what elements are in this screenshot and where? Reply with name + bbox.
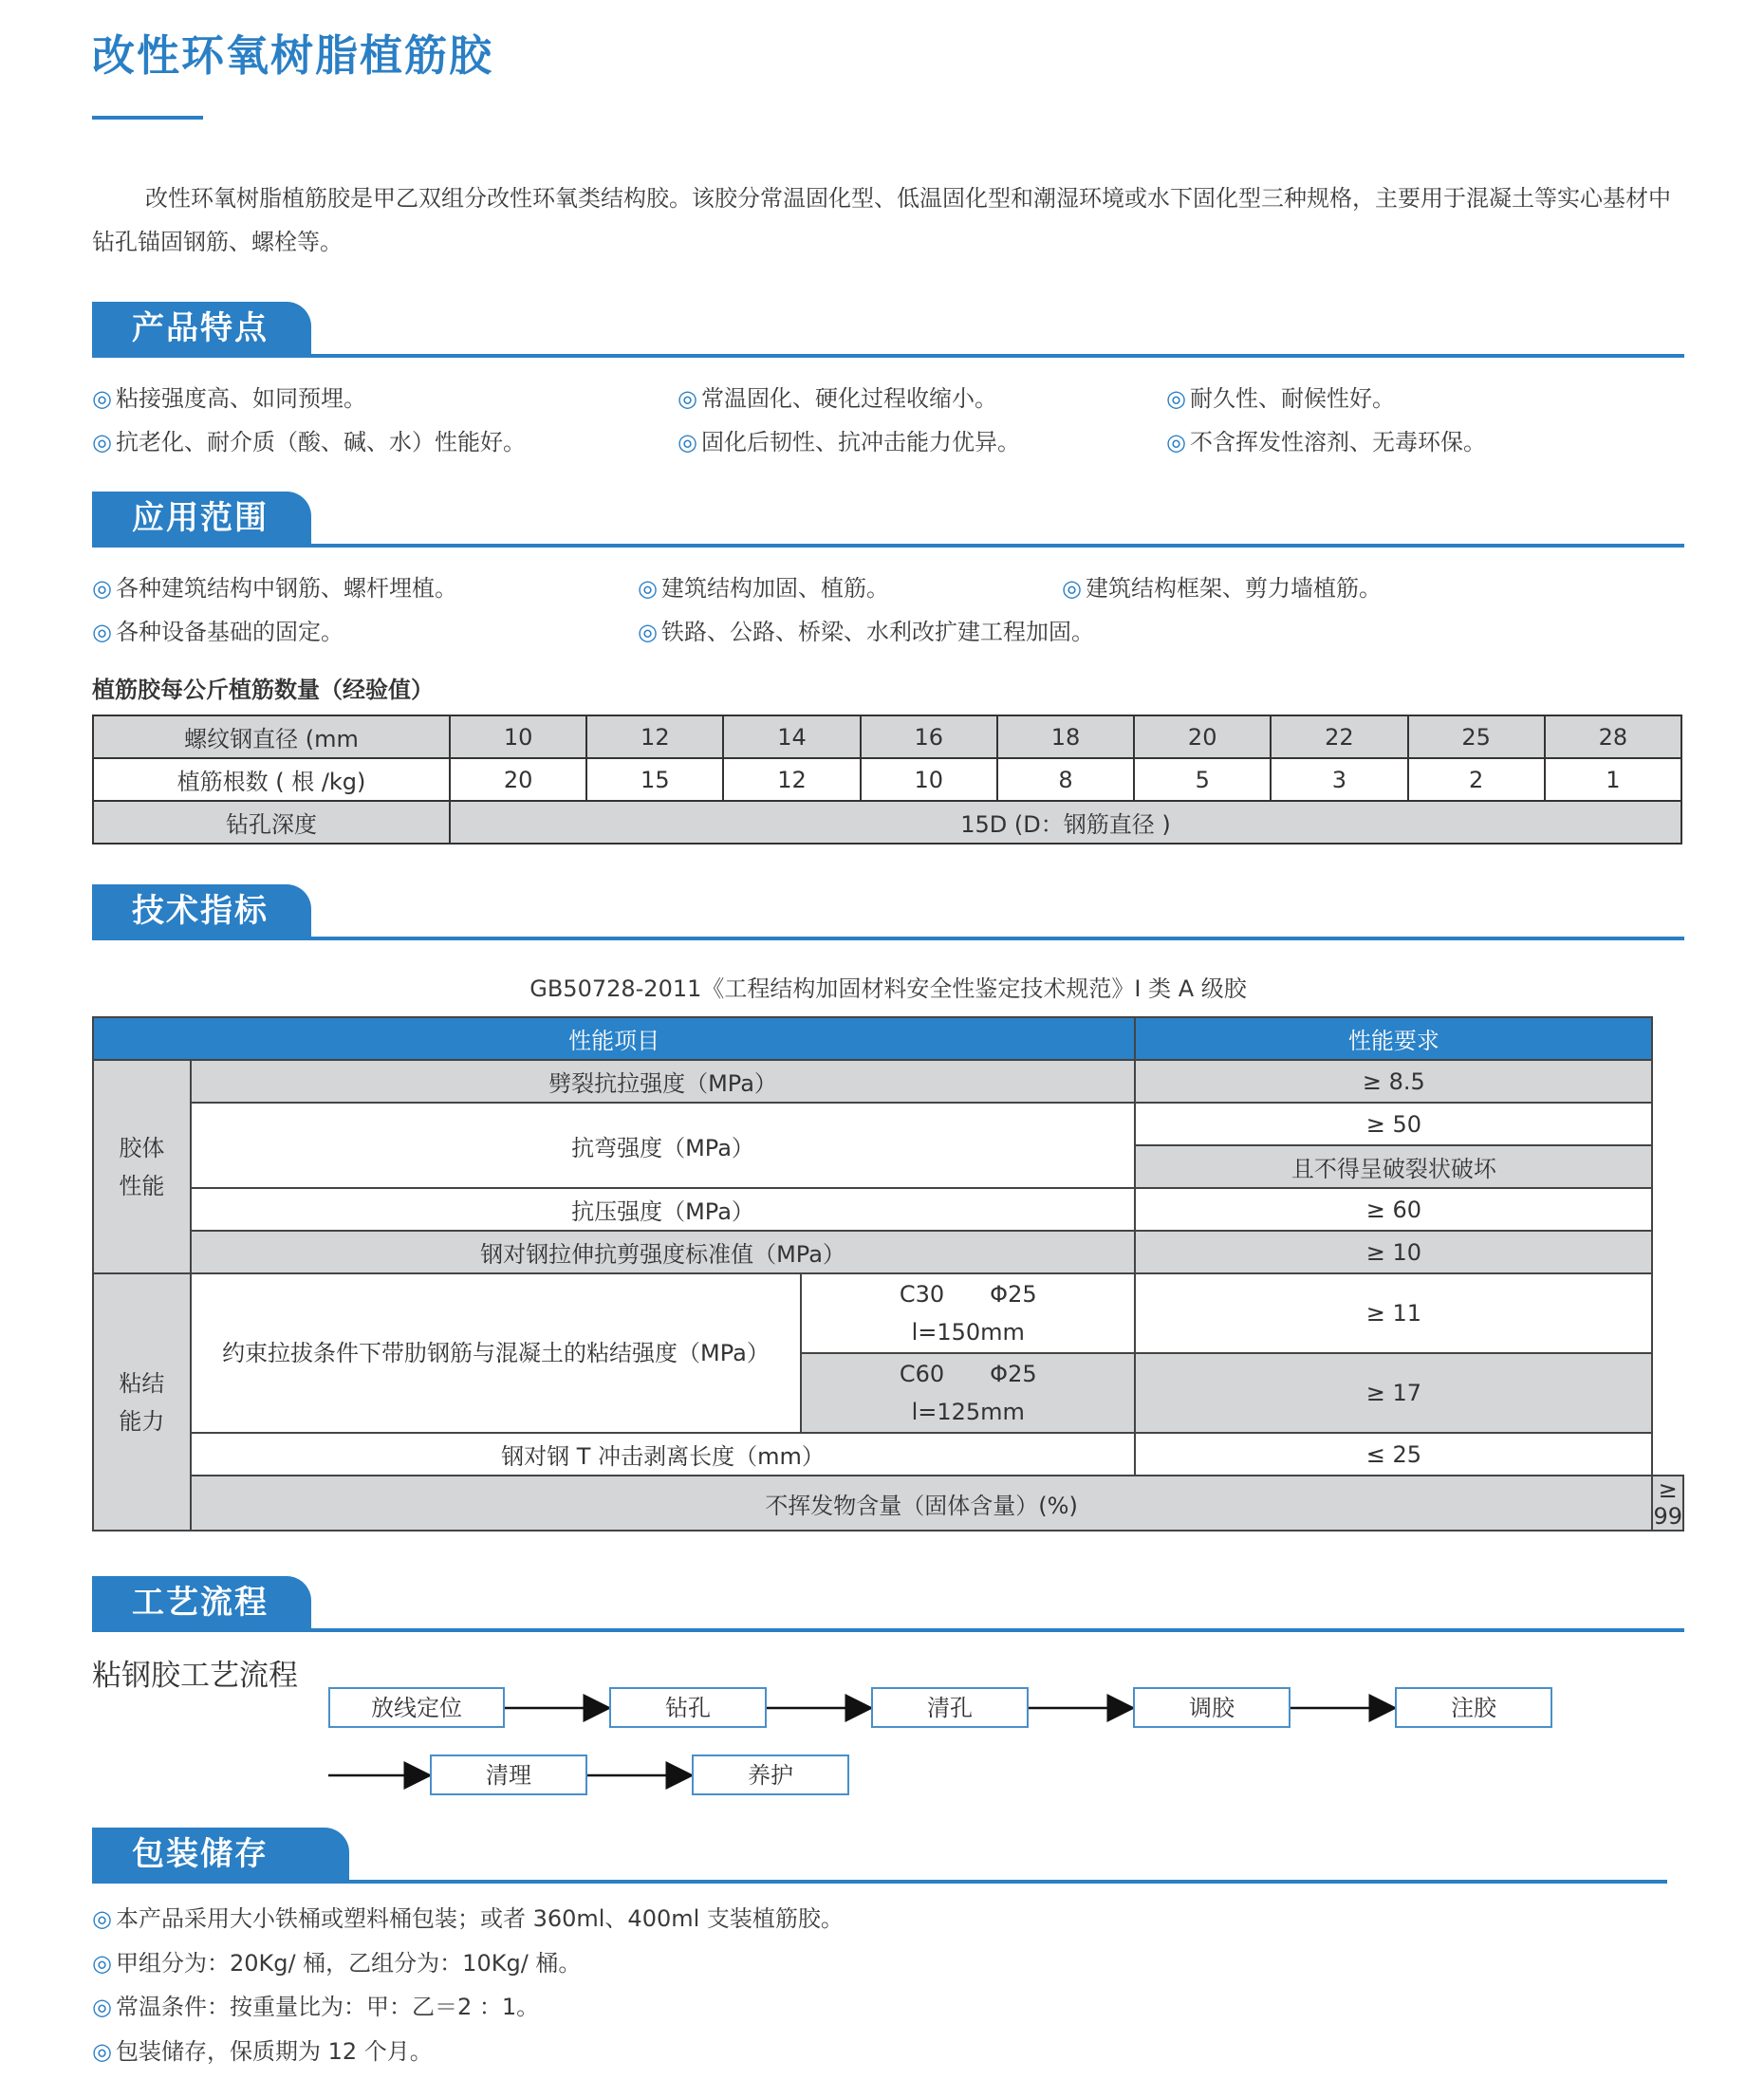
item-text: 粘接强度高、如同预埋。 xyxy=(115,385,366,412)
process-step: 清孔 xyxy=(871,1687,1029,1728)
item-text: 各种建筑结构中钢筋、螺杆埋植。 xyxy=(115,575,457,602)
process-step: 清理 xyxy=(430,1755,587,1795)
standard-caption: GB50728-2011《工程结构加固材料安全性鉴定技术规范》I 类 A 级胶 xyxy=(529,975,1247,1002)
col-header-requirement: 性能要求 xyxy=(1135,1017,1652,1060)
row-label: 钻孔深度 xyxy=(93,801,450,844)
drill-depth: 15D (D：钢筋直径 ) xyxy=(450,801,1681,844)
spec-req: ≥ 11 xyxy=(1135,1273,1652,1353)
item-text: 各种设备基础的固定。 xyxy=(115,619,344,645)
section-title: 产品特点 xyxy=(92,302,311,355)
section-rule xyxy=(92,1880,1667,1884)
double-circle-icon: ◎ xyxy=(92,385,112,412)
spec-item: 钢对钢拉伸抗剪强度标准值（MPa） xyxy=(191,1231,1136,1273)
double-circle-icon: ◎ xyxy=(92,429,112,455)
spec-item: 钢对钢 T 冲击剥离长度（mm） xyxy=(191,1433,1136,1476)
double-circle-icon: ◎ xyxy=(1166,429,1186,455)
double-circle-icon: ◎ xyxy=(638,619,658,645)
rebar-diameter: 14 xyxy=(723,715,860,758)
list-item xyxy=(92,1944,581,1977)
process-step: 钻孔 xyxy=(609,1687,767,1728)
process-step: 注胶 xyxy=(1395,1687,1552,1728)
double-circle-icon: ◎ xyxy=(92,1994,112,2020)
spec-item: 不挥发物含量（固体含量）(%) xyxy=(191,1476,1653,1531)
section-title: 工艺流程 xyxy=(92,1576,311,1629)
item-text: 常温固化、硬化过程收缩小。 xyxy=(700,385,997,412)
item-text: 不含挥发性溶剂、无毒环保。 xyxy=(1189,429,1486,455)
rebar-diameter: 25 xyxy=(1408,715,1545,758)
page-title: 改性环氧树脂植筋胶 xyxy=(92,30,494,81)
rebar-count: 3 xyxy=(1271,758,1407,801)
item-text: 本产品采用大小铁桶或塑料桶包装；或者 360ml、400ml 支装植筋胶。 xyxy=(115,1905,844,1932)
item-text: 甲组分为：20Kg/ 桶，乙组分为：10Kg/ 桶。 xyxy=(115,1950,582,1977)
rebar-count: 15 xyxy=(586,758,723,801)
item-text: 耐久性、耐候性好。 xyxy=(1189,385,1395,412)
rebar-count: 12 xyxy=(723,758,860,801)
spec-item: 约束拉拔条件下带肋钢筋与混凝土的粘结强度（MPa） xyxy=(191,1273,802,1433)
col-header-item: 性能项目 xyxy=(93,1017,1135,1060)
group-bond: 粘结 能力 xyxy=(93,1273,191,1531)
item-text: 固化后韧性、抗冲击能力优异。 xyxy=(700,429,1020,455)
spec-item: 劈裂抗拉强度（MPa） xyxy=(191,1060,1136,1103)
item-text: 包装储存，保质期为 12 个月。 xyxy=(115,2038,433,2065)
section-title: 技术指标 xyxy=(92,884,311,938)
spec-item: 抗压强度（MPa） xyxy=(191,1188,1136,1231)
rebar-count: 8 xyxy=(997,758,1134,801)
double-circle-icon: ◎ xyxy=(92,1905,112,1932)
rebar-diameter: 18 xyxy=(997,715,1134,758)
group-gel: 胶体 性能 xyxy=(93,1060,191,1273)
process-step: 放线定位 xyxy=(328,1687,505,1728)
spec-req: ≥ 99 xyxy=(1653,1476,1683,1530)
rebar-count: 10 xyxy=(861,758,997,801)
list-item xyxy=(92,2033,433,2066)
spec-req: ≥ 17 xyxy=(1135,1353,1652,1433)
list-item xyxy=(92,1988,539,2021)
condition-line: C60 Φ25 xyxy=(899,1361,1037,1387)
item-text: 抗老化、耐介质（酸、碱、水）性能好。 xyxy=(115,429,526,455)
process-label: 粘钢胶工艺流程 xyxy=(92,1659,298,1693)
row-label: 螺纹钢直径 (mm xyxy=(93,715,450,758)
spec-item: 抗弯强度（MPa） xyxy=(191,1103,1136,1188)
list-item xyxy=(92,1900,844,1933)
item-text: 常温条件：按重量比为：甲：乙＝2 ：1。 xyxy=(115,1994,540,2020)
double-circle-icon: ◎ xyxy=(1062,575,1082,602)
section-title: 包装储存 xyxy=(92,1828,349,1881)
rebar-count: 5 xyxy=(1134,758,1271,801)
rebar-count: 1 xyxy=(1545,758,1681,801)
rebar-diameter: 16 xyxy=(861,715,997,758)
double-circle-icon: ◎ xyxy=(1166,385,1186,412)
double-circle-icon: ◎ xyxy=(92,2038,112,2065)
rebar-table-caption: 植筋胶每公斤植筋数量（经验值） xyxy=(92,677,434,703)
intro-paragraph: 改性环氧树脂植筋胶是甲乙双组分改性环氧类结构胶。该胶分常温固化型、低温固化型和潮湿环境或水下固化型三种规格，主要用于混凝土等实心基材中钻孔锚固钢筋、螺栓等。 xyxy=(92,185,1671,255)
spec-req: ≥ 10 xyxy=(1135,1231,1652,1273)
row-label: 植筋根数 ( 根 /kg) xyxy=(93,758,450,801)
section-title: 应用范围 xyxy=(92,492,311,545)
spec-req: ≤ 25 xyxy=(1135,1433,1652,1476)
rebar-count: 20 xyxy=(450,758,586,801)
spec-req: 且不得呈破裂状破坏 xyxy=(1135,1145,1652,1188)
double-circle-icon: ◎ xyxy=(92,619,112,645)
spec-req: ≥ 50 xyxy=(1135,1103,1652,1145)
double-circle-icon: ◎ xyxy=(92,575,112,602)
double-circle-icon: ◎ xyxy=(678,385,697,412)
rebar-diameter: 12 xyxy=(586,715,723,758)
item-text: 建筑结构框架、剪力墙植筋。 xyxy=(1085,575,1382,602)
process-step: 调胶 xyxy=(1133,1687,1291,1728)
process-step: 养护 xyxy=(692,1755,849,1795)
section-packaging-header xyxy=(92,1828,1667,1884)
rebar-count: 2 xyxy=(1408,758,1545,801)
item-text: 铁路、公路、桥梁、水利改扩建工程加固。 xyxy=(660,619,1094,645)
spec-req: ≥ 8.5 xyxy=(1135,1060,1652,1103)
rebar-diameter: 28 xyxy=(1545,715,1681,758)
rebar-diameter: 10 xyxy=(450,715,586,758)
double-circle-icon: ◎ xyxy=(638,575,658,602)
double-circle-icon: ◎ xyxy=(92,1950,112,1977)
condition-line: l=125mm xyxy=(911,1399,1025,1425)
rebar-diameter: 20 xyxy=(1134,715,1271,758)
spec-req: ≥ 60 xyxy=(1135,1188,1652,1231)
condition-line: l=150mm xyxy=(911,1319,1025,1346)
condition-line: C30 Φ25 xyxy=(899,1281,1037,1308)
double-circle-icon: ◎ xyxy=(678,429,697,455)
item-text: 建筑结构加固、植筋。 xyxy=(660,575,889,602)
rebar-diameter: 22 xyxy=(1271,715,1407,758)
